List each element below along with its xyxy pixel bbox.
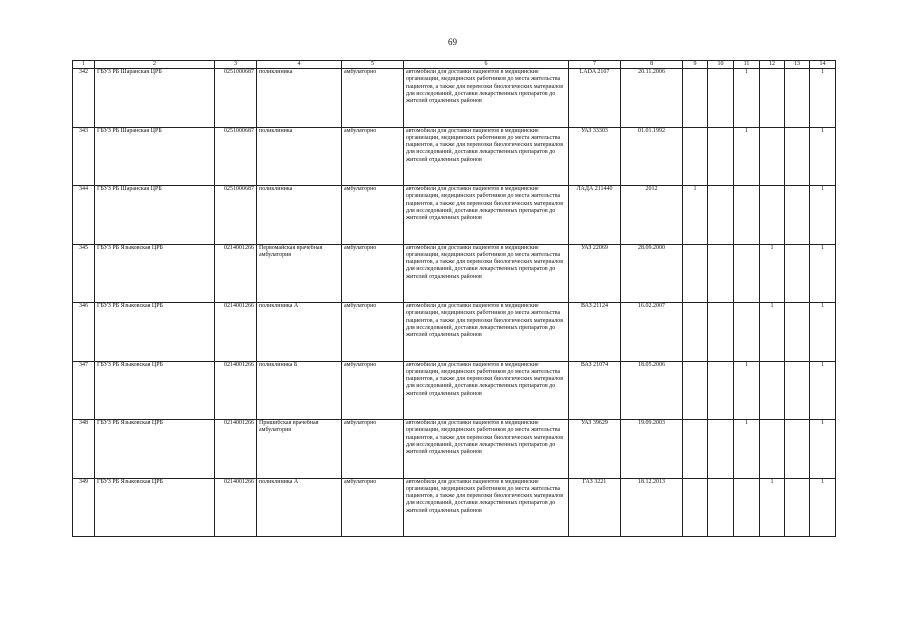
organization-code: 0214001266 <box>215 478 257 537</box>
acquisition-date: 2012 <box>621 186 683 245</box>
organization-name: ГБУЗ РБ Языковская ЦРБ <box>95 420 215 479</box>
table-row <box>73 478 836 537</box>
col-10-value <box>708 361 734 420</box>
col-13-value <box>785 244 810 303</box>
organization-code: 0214001266 <box>215 361 257 420</box>
vehicle-purpose: автомобили для доставки пациентов в медицинские организации, медицинских работников до места жительства пациентов, а также для перевозки биологических материалов для исследований, доставки лекарственных препаратов до жителей отдаленных районов <box>404 361 569 420</box>
column-header-7: 7 <box>569 61 621 69</box>
col-10-value <box>708 69 734 128</box>
organization-name: ГБУЗ РБ Языковская ЦРБ <box>95 303 215 362</box>
col-12-value <box>760 420 785 479</box>
column-header-8: 8 <box>621 61 683 69</box>
col-11-value <box>734 186 760 245</box>
col-9-value <box>683 244 708 303</box>
organization-code: 0251000687 <box>215 69 257 128</box>
col-14-value: 1 <box>810 361 836 420</box>
column-header-6: 6 <box>404 61 569 69</box>
column-header-12: 12 <box>760 61 785 69</box>
column-header-14: 14 <box>810 61 836 69</box>
col-11-value: 1 <box>734 361 760 420</box>
column-header-13: 13 <box>785 61 810 69</box>
row-number: 346 <box>73 303 95 362</box>
row-number: 345 <box>73 244 95 303</box>
table-row <box>73 127 836 186</box>
col-14-value: 1 <box>810 127 836 186</box>
col-12-value <box>760 127 785 186</box>
column-header-9: 9 <box>683 61 708 69</box>
vehicle-purpose: автомобили для доставки пациентов в медицинские организации, медицинских работников до места жительства пациентов, а также для перевозки биологических материалов для исследований, доставки лекарственных препаратов до жителей отдаленных районов <box>404 186 569 245</box>
vehicle-model: ВАЗ 21074 <box>569 361 621 420</box>
vehicle-purpose: автомобили для доставки пациентов в медицинские организации, медицинских работников до места жительства пациентов, а также для перевозки биологических материалов для исследований, доставки лекарственных препаратов до жителей отдаленных районов <box>404 420 569 479</box>
organization-name: ГБУЗ РБ Языковская ЦРБ <box>95 361 215 420</box>
col-12-value <box>760 186 785 245</box>
department-name: поликлиника Б <box>257 361 342 420</box>
vehicle-purpose: автомобили для доставки пациентов в медицинские организации, медицинских работников до места жительства пациентов, а также для перевозки биологических материалов для исследований, доставки лекарственных препаратов до жителей отдаленных районов <box>404 478 569 537</box>
care-type: амбулаторно <box>342 361 404 420</box>
department-name: поликлиника <box>257 186 342 245</box>
care-type: амбулаторно <box>342 186 404 245</box>
col-12-value <box>760 361 785 420</box>
organization-code: 0251000687 <box>215 127 257 186</box>
col-14-value: 1 <box>810 420 836 479</box>
col-12-value: 1 <box>760 244 785 303</box>
col-13-value <box>785 69 810 128</box>
acquisition-date: 19.09.2003 <box>621 420 683 479</box>
vehicle-model: ВАЗ 21124 <box>569 303 621 362</box>
col-13-value <box>785 186 810 245</box>
organization-code: 0251000687 <box>215 186 257 245</box>
organization-code: 0214001266 <box>215 420 257 479</box>
col-12-value: 1 <box>760 478 785 537</box>
table-row <box>73 244 836 303</box>
col-13-value <box>785 361 810 420</box>
organization-name: ГБУЗ РБ Шаранская ЦРБ <box>95 186 215 245</box>
organization-code: 0214001266 <box>215 303 257 362</box>
row-number: 343 <box>73 127 95 186</box>
care-type: амбулаторно <box>342 420 404 479</box>
vehicle-purpose: автомобили для доставки пациентов в медицинские организации, медицинских работников до места жительства пациентов, а также для перевозки биологических материалов для исследований, доставки лекарственных препаратов до жителей отдаленных районов <box>404 244 569 303</box>
col-13-value <box>785 127 810 186</box>
col-13-value <box>785 478 810 537</box>
table-body <box>73 69 836 537</box>
col-14-value: 1 <box>810 244 836 303</box>
acquisition-date: 18.05.2006 <box>621 361 683 420</box>
col-10-value <box>708 303 734 362</box>
care-type: амбулаторно <box>342 478 404 537</box>
row-number: 342 <box>73 69 95 128</box>
organization-name: ГБУЗ РБ Шаранская ЦРБ <box>95 127 215 186</box>
col-9-value <box>683 361 708 420</box>
col-13-value <box>785 303 810 362</box>
column-header-4: 4 <box>257 61 342 69</box>
table-row <box>73 361 836 420</box>
table-row <box>73 186 836 245</box>
column-header-2: 2 <box>95 61 215 69</box>
organization-name: ГБУЗ РБ Языковская ЦРБ <box>95 244 215 303</box>
col-14-value: 1 <box>810 186 836 245</box>
col-9-value <box>683 303 708 362</box>
col-11-value <box>734 303 760 362</box>
col-9-value <box>683 420 708 479</box>
care-type: амбулаторно <box>342 69 404 128</box>
col-11-value: 1 <box>734 420 760 479</box>
row-number: 348 <box>73 420 95 479</box>
acquisition-date: 20.11.2006 <box>621 69 683 128</box>
col-11-value: 1 <box>734 69 760 128</box>
col-14-value: 1 <box>810 478 836 537</box>
vehicle-purpose: автомобили для доставки пациентов в медицинские организации, медицинских работников до места жительства пациентов, а также для перевозки биологических материалов для исследований, доставки лекарственных препаратов до жителей отдаленных районов <box>404 69 569 128</box>
row-number: 347 <box>73 361 95 420</box>
col-13-value <box>785 420 810 479</box>
col-14-value: 1 <box>810 303 836 362</box>
acquisition-date: 28.09.2000 <box>621 244 683 303</box>
col-10-value <box>708 127 734 186</box>
department-name: поликлиника А <box>257 478 342 537</box>
vehicle-model: ЛАДА 211440 <box>569 186 621 245</box>
column-header-5: 5 <box>342 61 404 69</box>
row-number: 344 <box>73 186 95 245</box>
care-type: амбулаторно <box>342 303 404 362</box>
vehicle-purpose: автомобили для доставки пациентов в медицинские организации, медицинских работников до места жительства пациентов, а также для перевозки биологических материалов для исследований, доставки лекарственных препаратов до жителей отдаленных районов <box>404 127 569 186</box>
col-9-value <box>683 69 708 128</box>
organization-name: ГБУЗ РБ Языковская ЦРБ <box>95 478 215 537</box>
vehicle-model: ГАЗ 3221 <box>569 478 621 537</box>
col-10-value <box>708 244 734 303</box>
col-10-value <box>708 478 734 537</box>
column-number-row <box>73 61 836 69</box>
acquisition-date: 01.01.1992 <box>621 127 683 186</box>
page-number: 69 <box>448 37 457 47</box>
department-name: Первомайская врачебная амбулатория <box>257 244 342 303</box>
table-row <box>73 420 836 479</box>
table-row <box>73 303 836 362</box>
acquisition-date: 18.12.2013 <box>621 478 683 537</box>
col-9-value <box>683 127 708 186</box>
col-11-value: 1 <box>734 127 760 186</box>
column-header-1: 1 <box>73 61 95 69</box>
table-row <box>73 69 836 128</box>
col-11-value <box>734 478 760 537</box>
col-10-value <box>708 420 734 479</box>
vehicle-model: УАЗ 33303 <box>569 127 621 186</box>
organization-name: ГБУЗ РБ Шаранская ЦРБ <box>95 69 215 128</box>
vehicle-model: УАЗ 22069 <box>569 244 621 303</box>
row-number: 349 <box>73 478 95 537</box>
vehicle-purpose: автомобили для доставки пациентов в медицинские организации, медицинских работников до места жительства пациентов, а также для перевозки биологических материалов для исследований, доставки лекарственных препаратов до жителей отдаленных районов <box>404 303 569 362</box>
department-name: поликлиника <box>257 69 342 128</box>
vehicle-model: УАЗ 39629 <box>569 420 621 479</box>
column-header-3: 3 <box>215 61 257 69</box>
department-name: поликлиника <box>257 127 342 186</box>
vehicle-model: LADA 2107 <box>569 69 621 128</box>
vehicle-registry-table <box>72 60 836 537</box>
col-12-value <box>760 69 785 128</box>
col-11-value <box>734 244 760 303</box>
column-header-11: 11 <box>734 61 760 69</box>
department-name: Пришибская врачебная амбулатория <box>257 420 342 479</box>
column-header-10: 10 <box>708 61 734 69</box>
col-14-value: 1 <box>810 69 836 128</box>
col-9-value <box>683 478 708 537</box>
acquisition-date: 16.02.2007 <box>621 303 683 362</box>
care-type: амбулаторно <box>342 127 404 186</box>
col-12-value: 1 <box>760 303 785 362</box>
department-name: поликлиника А <box>257 303 342 362</box>
organization-code: 0214001266 <box>215 244 257 303</box>
col-9-value: 1 <box>683 186 708 245</box>
col-10-value <box>708 186 734 245</box>
care-type: амбулаторно <box>342 244 404 303</box>
